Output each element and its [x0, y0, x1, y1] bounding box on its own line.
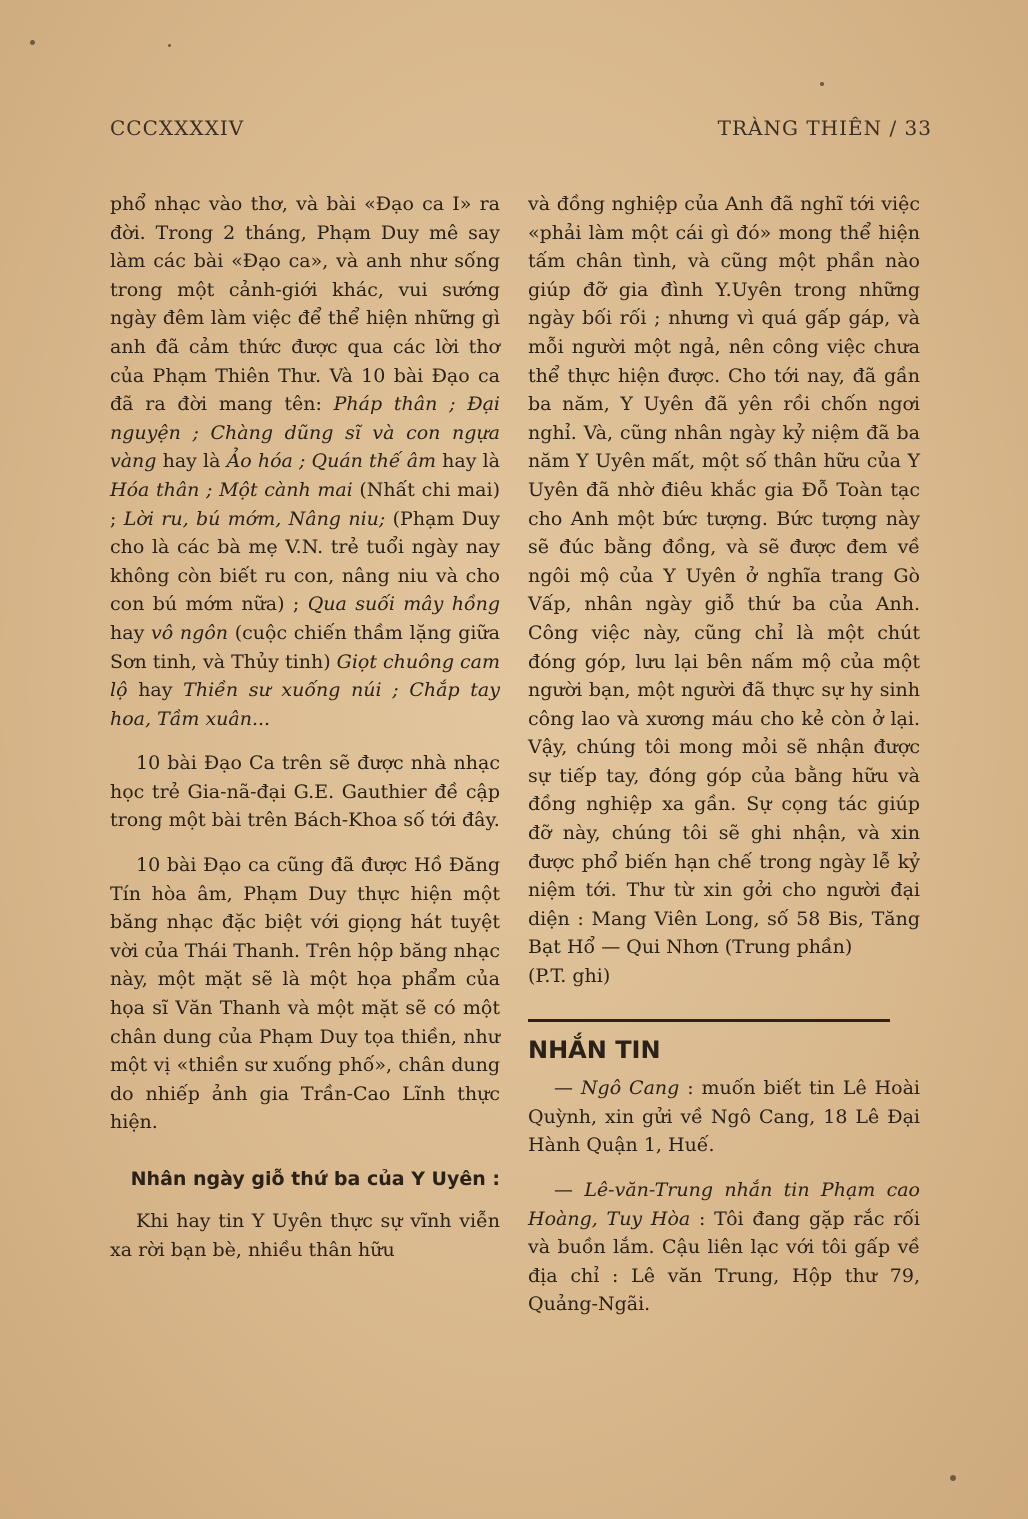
print-speck	[168, 44, 171, 47]
right-column	[528, 190, 920, 1335]
running-header	[110, 116, 932, 146]
subheading: Nhân ngày giỗ thứ ba của Y Uyên :	[130, 1168, 500, 1190]
notice-item: — Ngô Cang : muốn biết tin Lê Hoài Quỳnh, xin gửi về Ngô Cang, 18 Lê Đại Hành Quận 1, Huế.	[528, 1077, 920, 1157]
paragraph: phổ nhạc vào thơ, và bài «Đạo ca I» ra đời. Trong 2 tháng, Phạm Duy mê say làm các bài «Đạo ca», và anh như sống trong một cảnh-giới khác, vui sướng ngày đêm làm việc để thể hiện những gì anh đã cảm thức được qua các lời thơ của Phạm Thiên Thư. Và 10 bài Đạo ca đã ra đời mang tên: Pháp thân ; Đại nguyện ; Chàng dũng sĩ và con ngựa vàng hay là Ảo hóa ; Quán thế âm hay là Hóa thân ; Một cành mai (Nhất chi mai) ; Lời ru, bú mớm, Nâng niu; (Phạm Duy cho là các bà mẹ V.N. trẻ tuổi ngày nay không còn biết ru con, nâng niu và cho con bú mớm nữa) ; Qua suối mây hồng hay vô ngôn (cuộc chiến thầm lặng giữa Sơn tinh, và Thủy tinh) Giọt chuông cam lộ hay Thiền sư xuống núi ; Chắp tay hoa, Tầm xuân...	[110, 193, 501, 730]
section-divider	[528, 1019, 890, 1022]
paragraph: và đồng nghiệp của Anh đã nghĩ tới việc «phải làm một cái gì đó» mong thể hiện tấm chân tình, và cũng một phần nào giúp đỡ gia đình Y.Uyên trong những ngày bối rối ; nhưng vì quá gấp gáp, và mỗi người một ngả, nên công việc chưa thể thực hiện được. Cho tới nay, đã gần ba năm, Y Uyên đã yên rồi chốn ngơi nghỉ. Và, cũng nhân ngày kỷ niệm đã ba năm Y Uyên mất, một số thân hữu của Y Uyên đã nhờ điêu khắc gia Đỗ Toàn tạc cho Anh một bức tượng. Bức tượng này sẽ đúc bằng đồng, và sẽ được đem về ngôi mộ của Y Uyên ở nghĩa trang Gò Vấp, nhân ngày giỗ thứ ba của Anh. Công việc này, cũng chỉ là một chút đóng góp, lưu lại bên nấm mộ của một người bạn, một người đã thực sự hy sinh công lao và xương máu cho kẻ còn ở lại. Vậy, chúng tôi mong mỏi sẽ nhận được sự tiếp tay, đóng góp của bằng hữu và đồng nghiệp xa gần. Sự cọng tác giúp đỡ này, chúng tôi sẽ ghi nhận, và xin được phổ biến hạn chế trong ngày lễ kỷ niệm tới. Thư từ xin gởi cho người đại diện : Mang Viên Long, số 58 Bis, Tăng Bạt Hổ — Qui Nhơn (Trung phần)	[528, 193, 920, 959]
paragraph: Khi hay tin Y Uyên thực sự vĩnh viễn xa rời bạn bè, nhiều thân hữu	[110, 1210, 500, 1261]
section-title: NHẮN TIN	[528, 1035, 661, 1064]
left-column	[110, 190, 500, 1280]
page-magazine-title: TRÀNG THIÊN / 33	[717, 116, 932, 140]
page-section-number: CCCXXXXIV	[110, 116, 245, 140]
print-speck	[950, 1475, 956, 1481]
print-speck	[820, 82, 824, 86]
signature: (P.T. ghi)	[528, 965, 611, 988]
paragraph: 10 bài Đạo ca cũng đã được Hồ Đăng Tín hòa âm, Phạm Duy thực hiện một băng nhạc đặc biệt với giọng hát tuyệt vời của Thái Thanh. Trên hộp băng nhạc này, một mặt sẽ là một họa phẩm của họa sĩ Văn Thanh và một mặt sẽ có một chân dung của Phạm Duy tọa thiền, như một vị «thiền sư xuống phố», chân dung do nhiếp ảnh gia Trần-Cao Lĩnh thực hiện.	[110, 854, 500, 1134]
notice-item: — Lê-văn-Trung nhắn tin Phạm cao Hoàng, Tuy Hòa : Tôi đang gặp rắc rối và buồn lắm. Cậu liên lạc với tôi gấp về địa chỉ : Lê văn Trung, Hộp thư 79, Quảng-Ngãi.	[528, 1179, 920, 1316]
paragraph: 10 bài Đạo Ca trên sẽ được nhà nhạc học trẻ Gia-nã-đại G.E. Gauthier đề cập trong một bài trên Bách-Khoa số tới đây.	[110, 752, 500, 832]
print-speck	[30, 40, 35, 45]
